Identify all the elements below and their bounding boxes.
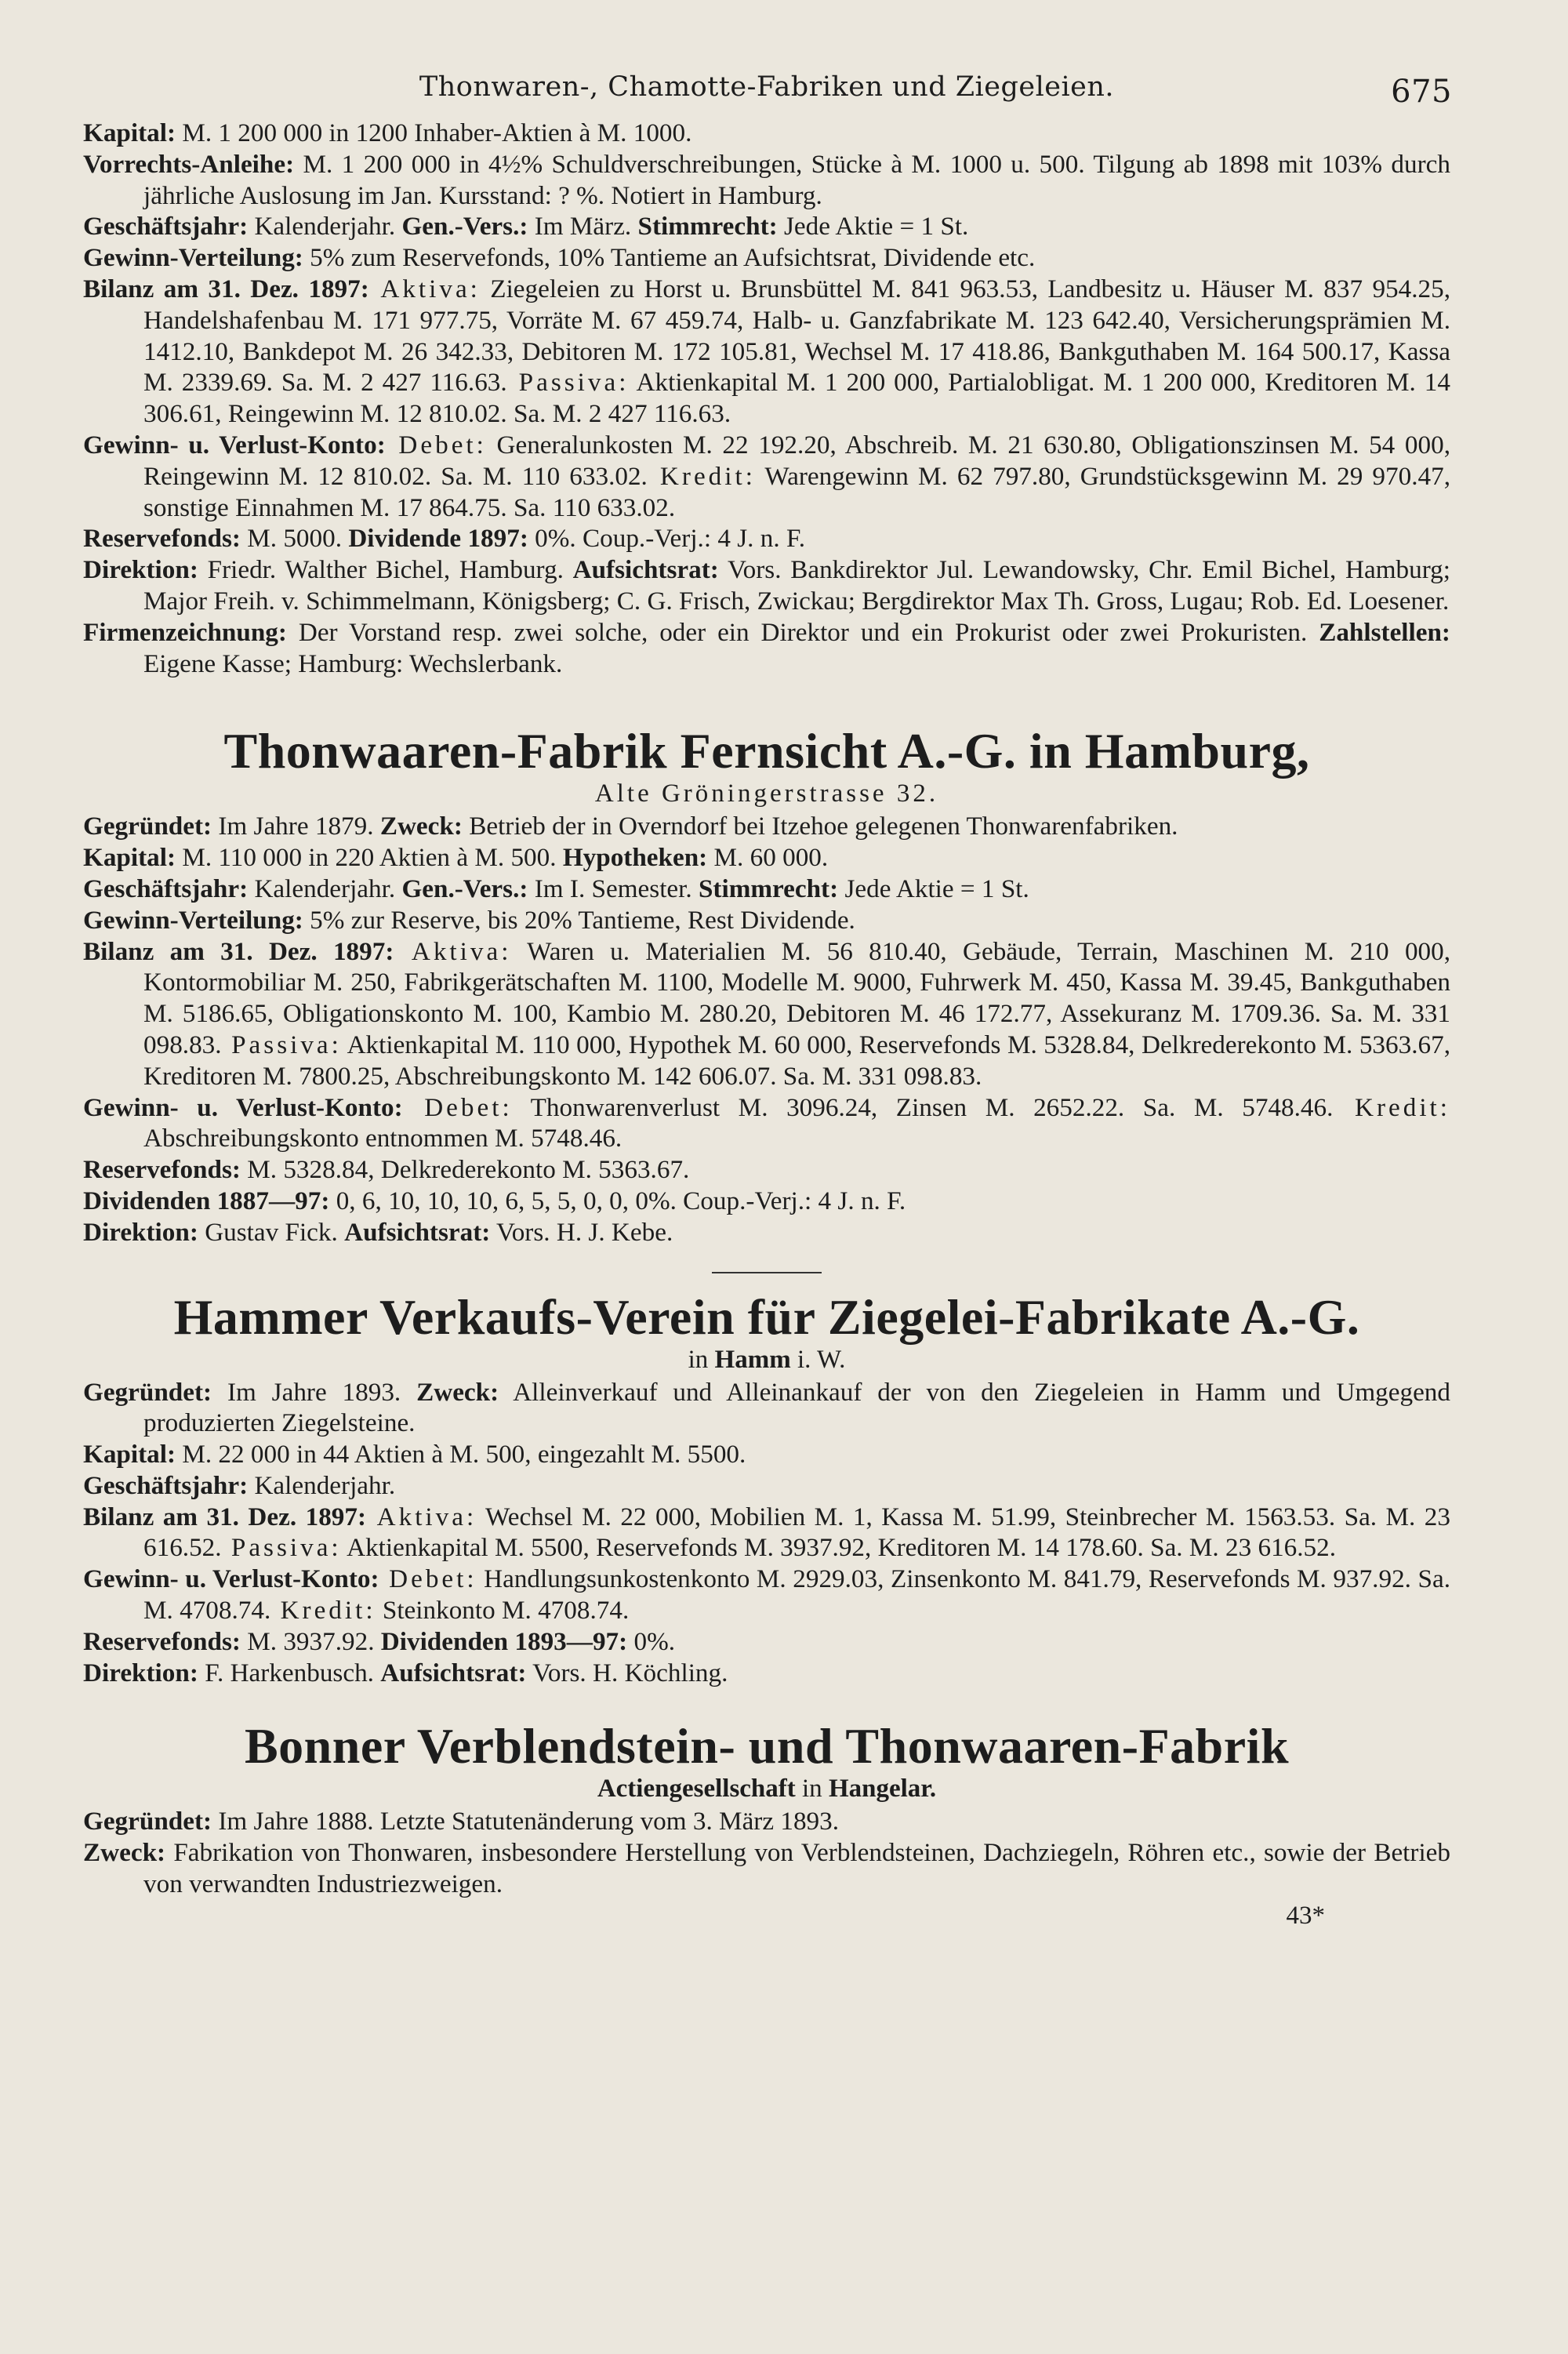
- field-label: Zweck:: [379, 812, 463, 841]
- running-header: [83, 69, 1450, 118]
- field-label: Aufsichtsrat:: [572, 555, 719, 585]
- field-label: Dividenden 1887—97:: [83, 1186, 330, 1215]
- field-value: Generalunkosten M. 22 192.20, Abschreib. M. 21 630.80, Obligationszinsen M. 54 000, Reingewinn M. 12 810.02. Sa. M. 110 633.02.: [143, 430, 1450, 491]
- field-label: Stimmrecht:: [698, 874, 839, 903]
- sub-label: Debet:: [379, 1564, 477, 1594]
- entry-paragraph: [83, 430, 1450, 523]
- field-value: Kalenderjahr.: [248, 1470, 396, 1500]
- entry-paragraph: [83, 905, 1450, 936]
- field-value: M. 22 000 in 44 Aktien à M. 500, eingezahlt M. 5500.: [176, 1440, 746, 1469]
- field-value: Fabrikation von Thonwaren, insbesondere Herstellung von Verblendsteinen, Dachziegeln, Röhren etc., sowie der Betrieb von verwandten Industriezweigen.: [143, 1838, 1450, 1899]
- field-label: Gewinn- u. Verlust-Konto:: [83, 430, 386, 460]
- field-label: Direktion:: [83, 1658, 198, 1687]
- entry-paragraph: [83, 1217, 1450, 1248]
- field-label: Zweck:: [83, 1838, 166, 1868]
- field-label: Gewinn- u. Verlust-Konto:: [83, 1092, 403, 1122]
- field-value: M. 5328.84, Delkrederekonto M. 5363.67.: [240, 1155, 690, 1185]
- field-value: M. 60 000.: [707, 843, 829, 873]
- field-value: M. 110 000 in 220 Aktien à M. 500.: [176, 843, 563, 873]
- field-label: Gewinn- u. Verlust-Konto:: [83, 1564, 379, 1594]
- field-value: Gustav Fick.: [198, 1217, 345, 1247]
- signature-mark: 43*: [1286, 1901, 1325, 1930]
- field-label: Gegründet:: [83, 1807, 212, 1836]
- entry-continued: [83, 118, 1450, 679]
- field-value: 5% zur Reserve, bis 20% Tantieme, Rest Dividende.: [303, 905, 855, 935]
- field-label: Reservefonds:: [83, 1155, 241, 1185]
- field-label: Bilanz am 31. Dez. 1897:: [83, 1502, 367, 1531]
- field-value: Thonwarenverlust M. 3096.24, Zinsen M. 2652.22. Sa. M. 5748.46.: [512, 1092, 1334, 1122]
- entry-paragraph: [83, 211, 1450, 242]
- field-value: M. 5000.: [240, 524, 349, 554]
- running-title: Thonwaren-, Chamotte-Fabriken und Ziegeleien.: [419, 71, 1115, 103]
- sub-label: Aktiva:: [366, 1502, 477, 1531]
- field-value: Der Vorstand resp. zwei solche, oder ein Direktor und ein Prokurist oder zwei Prokuristen.: [286, 617, 1319, 647]
- field-value: Aktienkapital M. 110 000, Hypothek M. 60 000, Reservefonds M. 5328.84, Delkrederekonto M. 5363.67, Kreditoren M. 7800.25, Abschreibungskonto M. 142 606.07. Sa. M. 331 098.83.: [143, 1030, 1450, 1091]
- field-value: Jede Aktie = 1 St.: [838, 874, 1029, 903]
- entry-paragraph: [83, 1186, 1450, 1217]
- firm-title-fernsicht: Thonwaaren-Fabrik Fernsicht A.-G. in Hamburg,: [223, 723, 1310, 779]
- field-label: Gen.-Vers.:: [401, 212, 528, 242]
- firm-title-bonner: Bonner Verblendstein- und Thonwaaren-Fabrik: [244, 1718, 1290, 1775]
- field-value: M. 1 200 000 in 4½% Schuldverschreibungen, Stücke à M. 1000 u. 500. Tilgung ab 1898 mit 103% durch jährliche Auslosung im Jan. Kursstand: ? %. Notiert in Hamburg.: [143, 149, 1450, 210]
- field-label: Kapital:: [83, 1440, 176, 1469]
- sub-label: Passiva:: [506, 368, 630, 398]
- entry-hammer: [83, 1377, 1450, 1689]
- field-value: Aktienkapital M. 5500, Reservefonds M. 3937.92, Kreditoren M. 14 178.60. Sa. M. 23 616.52.: [341, 1533, 1337, 1563]
- field-label: Stimmrecht:: [637, 212, 778, 242]
- entry-paragraph: [83, 1837, 1450, 1900]
- sub-label: Passiva:: [221, 1030, 342, 1059]
- field-label: Vorrechts-Anleihe:: [83, 149, 295, 179]
- entry-paragraph: [83, 1470, 1450, 1502]
- firm-subtitle: Actiengesellschaft in Hangelar.: [597, 1775, 937, 1804]
- entry-paragraph: [83, 1626, 1450, 1658]
- firm-title-hammer: Hammer Verkaufs-Verein für Ziegelei-Fabrikate A.-G.: [173, 1288, 1360, 1345]
- entry-paragraph: [83, 242, 1450, 274]
- entry-fernsicht: [83, 811, 1450, 1248]
- field-label: Zweck:: [416, 1377, 499, 1407]
- field-value: 5% zum Reservefonds, 10% Tantieme an Aufsichtsrat, Dividende etc.: [303, 243, 1036, 273]
- field-label: Reservefonds:: [83, 1626, 241, 1656]
- field-value: Betrieb der in Overndorf bei Itzehoe gelegenen Thonwarenfabriken.: [462, 812, 1178, 841]
- entry-paragraph: [83, 149, 1450, 212]
- field-value: Jede Aktie = 1 St.: [777, 212, 969, 242]
- entry-paragraph: [83, 554, 1450, 617]
- field-value: M. 3937.92.: [240, 1626, 381, 1656]
- sub-label: Aktiva:: [368, 274, 481, 303]
- field-value: Vors. H. J. Kebe.: [490, 1217, 673, 1247]
- field-label: Bilanz am 31. Dez. 1897:: [83, 274, 369, 303]
- field-value: Kalenderjahr.: [248, 874, 402, 903]
- field-label: Reservefonds:: [83, 524, 241, 554]
- field-label: Geschäftsjahr:: [83, 874, 249, 903]
- field-value: Waren u. Materialien M. 56 810.40, Gebäude, Terrain, Maschinen M. 210 000, Kontormobiliar M. 250, Fabrikgerätschaften M. 1100, Modelle M. 9000, Fuhrwerk M. 450, Kassa M. 39.45, Bankguthaben M. 5186.65, Obligationskonto M. 100, Kambio M. 280.20, Debitoren M. 46 172.77, Assekuranz M. 1709.36. Sa. M. 331 098.83.: [143, 936, 1451, 1059]
- entry-paragraph: [83, 1092, 1450, 1155]
- firm-location: in Hamm i. W.: [688, 1345, 846, 1374]
- field-value: Vors. Bankdirektor Jul. Lewandowsky, Chr. Emil Bichel, Hamburg; Major Freih. v. Schimmelmann, Königsberg; C. G. Frisch, Zwickau; Bergdirektor Max Th. Gross, Lugau; Rob. Ed. Loesener.: [143, 555, 1450, 616]
- field-value: Handlungsunkostenkonto M. 2929.03, Zinsenkonto M. 841.79, Reservefonds M. 937.92. Sa. M. 4708.74.: [143, 1564, 1450, 1626]
- field-label: Bilanz am 31. Dez. 1897:: [83, 936, 394, 966]
- entry-paragraph: [83, 1658, 1450, 1689]
- entry-bonner: [83, 1806, 1450, 1899]
- field-label: Direktion:: [83, 1217, 198, 1247]
- field-label: Direktion:: [83, 555, 198, 585]
- entry-paragraph: [83, 1154, 1450, 1186]
- entry-paragraph: [83, 936, 1450, 1092]
- field-value: Alleinverkauf und Alleinankauf der von den Ziegeleien in Hamm und Umgegend produzierten Ziegelsteine.: [143, 1377, 1450, 1438]
- field-label: Gewinn-Verteilung:: [83, 243, 303, 273]
- field-value: Warengewinn M. 62 797.80, Grundstücksgewinn M. 29 970.47, sonstige Einnahmen M. 17 864.75. Sa. 110 633.02.: [143, 461, 1450, 522]
- field-value: Steinkonto M. 4708.74.: [376, 1596, 630, 1626]
- field-label: Aufsichtsrat:: [380, 1658, 527, 1687]
- firm-address: Alte Gröningerstrasse 32.: [594, 779, 939, 808]
- field-label: Gegründet:: [83, 1377, 212, 1407]
- entry-paragraph: [83, 874, 1450, 905]
- field-label: Geschäftsjahr:: [83, 212, 249, 242]
- field-value: Im Jahre 1893.: [212, 1377, 417, 1407]
- field-label: Aufsichtsrat:: [344, 1217, 491, 1247]
- field-value: Wechsel M. 22 000, Mobilien M. 1, Kassa M. 51.99, Steinbrecher M. 1563.53. Sa. M. 23 616.52.: [143, 1502, 1450, 1563]
- entry-paragraph: [83, 617, 1450, 680]
- field-value: 0%.: [627, 1626, 676, 1656]
- entry-paragraph: [83, 118, 1450, 149]
- field-value: Abschreibungskonto entnommen M. 5748.46.: [143, 1124, 622, 1153]
- sub-label: Kredit:: [1333, 1092, 1450, 1122]
- field-label: Dividenden 1893—97:: [380, 1626, 628, 1656]
- field-label: Gegründet:: [83, 812, 212, 841]
- field-label: Kapital:: [83, 118, 176, 147]
- field-value: Im Jahre 1888. Letzte Statutenänderung vom 3. März 1893.: [212, 1807, 840, 1836]
- field-value: Aktienkapital M. 1 200 000, Partialobligat. M. 1 200 000, Kreditoren M. 14 306.61, Reingewinn M. 12 810.02. Sa. M. 2 427 116.63.: [143, 368, 1450, 429]
- page-number: 675: [1391, 74, 1452, 110]
- field-value: Friedr. Walther Bichel, Hamburg.: [198, 555, 573, 585]
- entry-paragraph: [83, 1502, 1450, 1564]
- field-value: Vors. H. Köchling.: [526, 1658, 728, 1687]
- entry-paragraph: [83, 1439, 1450, 1470]
- field-value: Kalenderjahr.: [248, 212, 402, 242]
- field-label: Kapital:: [83, 843, 176, 873]
- field-value: Im I. Semester.: [528, 874, 699, 903]
- field-value: Eigene Kasse; Hamburg: Wechslerbank.: [143, 648, 563, 678]
- field-label: Gewinn-Verteilung:: [83, 905, 303, 935]
- entry-paragraph: [83, 1564, 1450, 1626]
- field-value: Im Jahre 1879.: [212, 812, 380, 841]
- field-value: 0%. Coup.-Verj.: 4 J. n. F.: [528, 524, 806, 554]
- sub-label: Kredit:: [647, 461, 756, 491]
- field-value: 0, 6, 10, 10, 10, 6, 5, 5, 0, 0, 0%. Coup.-Verj.: 4 J. n. F.: [329, 1186, 906, 1215]
- field-label: Dividende 1897:: [348, 524, 528, 554]
- entry-paragraph: [83, 842, 1450, 874]
- field-label: Zahlstellen:: [1319, 617, 1450, 647]
- field-label: Geschäftsjahr:: [83, 1470, 249, 1500]
- sub-label: Debet:: [402, 1092, 513, 1122]
- entry-paragraph: [83, 1806, 1450, 1837]
- field-value: M. 1 200 000 in 1200 Inhaber-Aktien à M. 1000.: [176, 118, 692, 147]
- entry-paragraph: [83, 811, 1450, 842]
- sub-label: Kredit:: [270, 1596, 376, 1626]
- field-value: F. Harkenbusch.: [198, 1658, 381, 1687]
- field-label: Gen.-Vers.:: [401, 874, 528, 903]
- entry-paragraph: [83, 274, 1450, 430]
- field-label: Hypotheken:: [562, 843, 708, 873]
- field-value: Ziegeleien zu Horst u. Brunsbüttel M. 841 963.53, Landbesitz u. Häuser M. 837 954.25, Handelshafenbau M. 171 977.75, Vorräte M. 67 459.74, Halb- u. Ganzfabrikate M. 123 642.40, Versicherungsprämien M. 1412.10, Bankdepot M. 26 342.33, Debitoren M. 172 105.81, Wechsel M. 17 418.86, Bankguthaben M. 164 500.17, Kassa M. 2339.69. Sa. M. 2 427 116.63.: [143, 274, 1451, 398]
- field-value: Im März.: [528, 212, 638, 242]
- sub-label: Aktiva:: [394, 936, 512, 966]
- sub-label: Passiva:: [221, 1533, 342, 1563]
- entry-paragraph: [83, 523, 1450, 554]
- field-label: Firmenzeichnung:: [83, 617, 287, 647]
- entry-paragraph: [83, 1377, 1450, 1440]
- sub-label: Debet:: [385, 430, 487, 460]
